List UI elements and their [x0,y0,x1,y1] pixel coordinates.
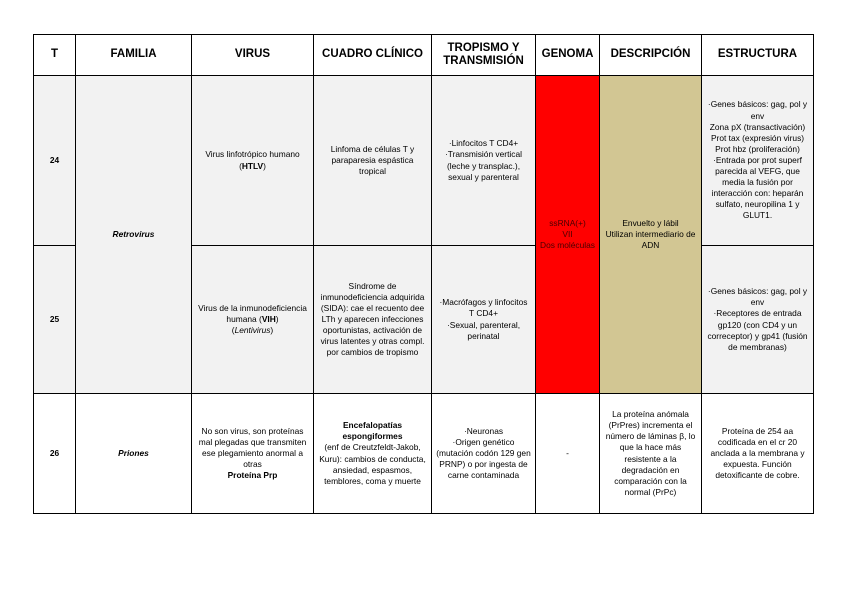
header-descripcion: DESCRIPCIÓN [600,35,702,76]
tropismo-line: ·Transmisión vertical (leche y transplac.), sexual y parenteral [445,149,522,182]
estructura-cell [702,246,814,394]
genoma-line: VII [562,228,573,239]
estructura-line: ·Receptores de entrada gp120 (con CD4 y un correceptor) y gp41 (fusión de membranas) [707,308,808,352]
header-t: T [34,35,76,76]
estructura-line: Prot tax (expresión virus) [710,132,805,143]
descripcion-cell [600,76,702,394]
cuadro-clinico-cell [314,394,432,514]
virus-abbrev: HTLV [241,160,264,171]
virus-name: Virus linfotrópico humano ( [205,149,300,171]
genoma-cell: - [536,394,600,514]
estructura-line: Prot hbz (proliferación) [715,143,800,154]
estructura-line: ·Entrada por prot superf parecida al VEFG, que media la fusión por interacción con: heparán sulfato, neuropilina 1 y GLUT1. [711,154,804,221]
header-familia: FAMILIA [76,35,192,76]
tropismo-line: ·Sexual, parenteral, perinatal [446,319,521,341]
virus-description: No son virus, son proteínas mal plegadas que transmiten ese plegamiento anormal a otras [198,425,307,470]
tropismo-line: ·Linfocitos T CD4+ [448,138,519,149]
estructura-line: ·Genes básicos: gag, pol y env [707,99,808,121]
genoma-line: ssRNA(+) [549,217,586,228]
tropismo-cell [432,394,536,514]
header-cuadro-clinico: CUADRO CLÍNICO [314,35,432,76]
genoma-line: Dos moléculas [540,240,595,251]
header-tropismo: TROPISMO Y TRANSMISIÓN [432,35,536,76]
virus-cell [192,76,314,246]
virus-name-end: ) [275,313,279,324]
descripcion-cell: La proteína anómala (PrPres) incrementa el número de láminas β, lo que la hace más resistente a la degradación en comparación con la normal (PrPc) [600,394,702,514]
header-genoma: GENOMA [536,35,600,76]
tropismo-line: ·Origen genético (mutación codón 129 gen PRNP) o por ingesta de carne contaminada [436,436,531,481]
cuadro-clinico-cell: Síndrome de inmunodeficiencia adquirida (SIDA): cae el recuento dee LTh y aparecen infecciones oportunistas, activación de virus latentes y otras compl. por cambios de tropismo [314,246,432,394]
table-row [34,76,814,246]
genoma-cell [536,76,600,394]
familia-cell: Retrovirus [76,76,192,394]
row-number: 26 [34,394,76,514]
row-number: 24 [34,76,76,246]
cuadro-description: (enf de Creutzfeldt-Jakob, Kuru): cambios de conducta, ansiedad, espasmos, temblores, coma y muerte [319,442,426,486]
header-virus: VIRUS [192,35,314,76]
descripcion-line: Envuelto y lábil [622,217,679,228]
table-row [34,394,814,514]
cuadro-title: Encefalopatías espongiformes [342,420,403,442]
tropismo-line: ·Neuronas [463,425,504,436]
virus-cell [192,394,314,514]
row-number: 25 [34,246,76,394]
virus-protein: Proteína Prp [227,470,278,481]
tropismo-line: ·Macrófagos y linfocitos T CD4+ [439,297,528,319]
cuadro-clinico-cell: Linfoma de células T y paraparesia espástica tropical [314,76,432,246]
tropismo-cell [432,246,536,394]
tropismo-cell [432,76,536,246]
virus-abbrev: VIH [261,313,276,324]
header-estructura: ESTRUCTURA [702,35,814,76]
virus-table [33,34,814,514]
header-row [34,35,814,76]
virus-genus: Lentivirus [234,325,271,336]
estructura-cell [702,76,814,246]
virus-name: Virus de la inmunodeficiencia humana ( [198,302,307,324]
virus-name-end: ) [263,160,266,171]
estructura-line: ·Genes básicos: gag, pol y env [707,286,808,308]
estructura-cell: Proteína de 254 aa codificada en el cr 20 anclada a la membrana y expuesta. Función detoxificante de cobre. [702,394,814,514]
familia-cell: Priones [76,394,192,514]
virus-cell: Virus de la inmunodeficiencia humana (VIH) (Lentivirus) [192,246,314,394]
descripcion-line: Utilizan intermediario de ADN [605,228,696,251]
estructura-line: Zona pX (transactivación) [709,121,806,132]
